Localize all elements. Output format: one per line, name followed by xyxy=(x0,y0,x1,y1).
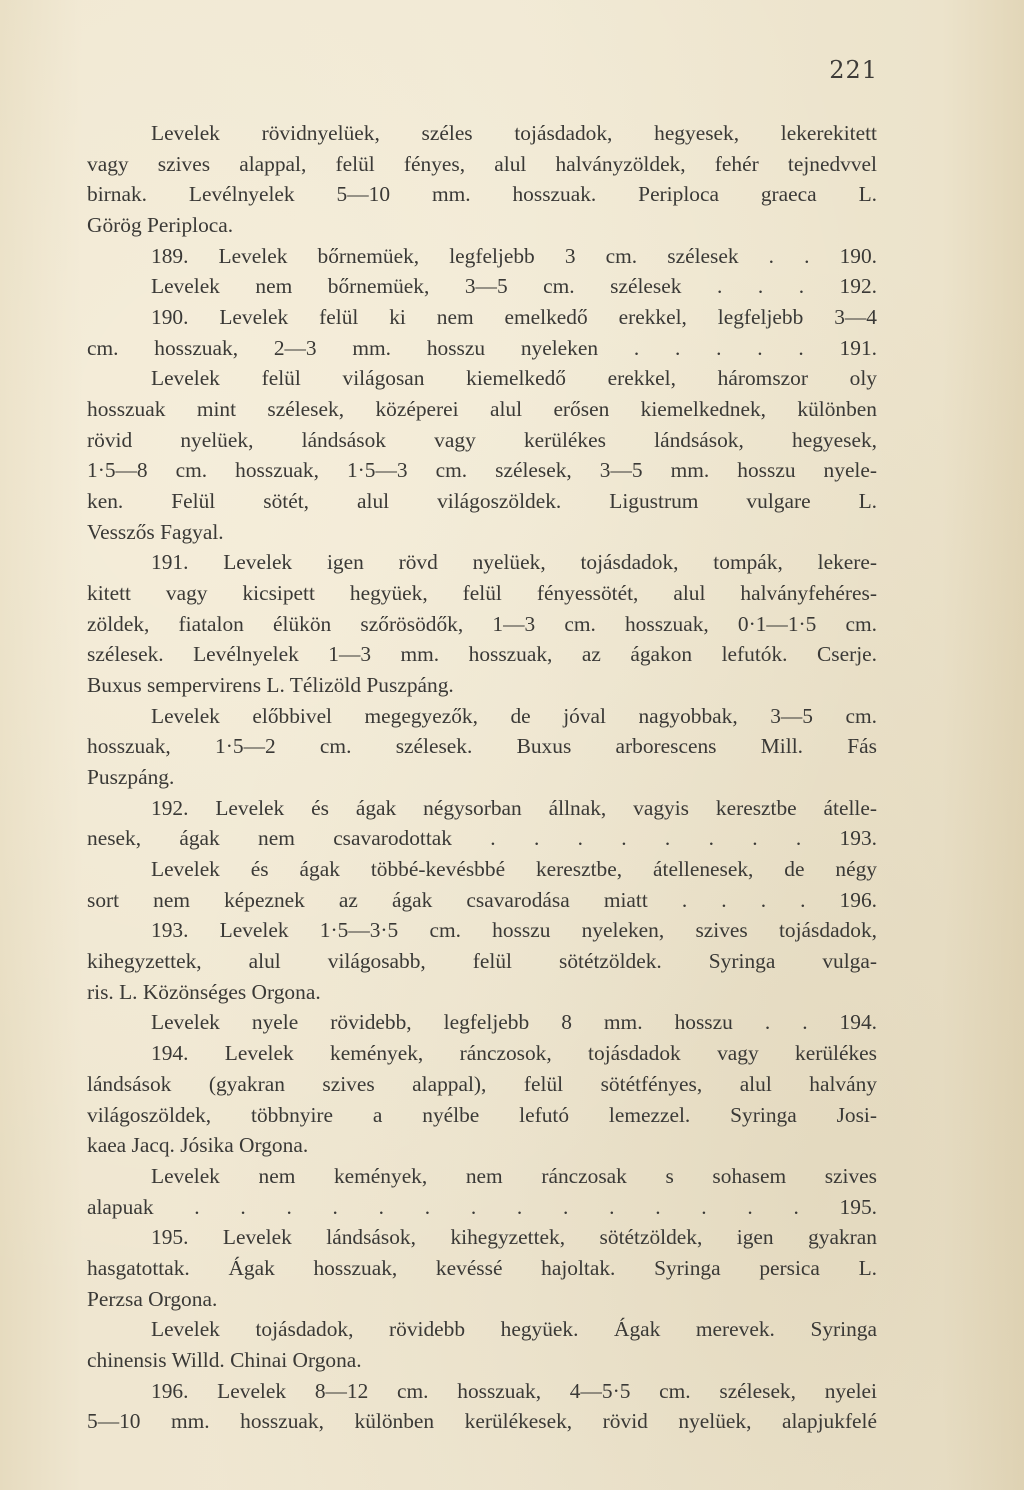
text-line: 190. Levelek felül ki nem emelkedő erekkel, legfeljebb 3—4 xyxy=(151,305,877,330)
text-line: 194. Levelek kemények, ránczosok, tojásdadok vagy kerülékes xyxy=(151,1041,877,1066)
body-text xyxy=(87,118,877,1437)
text-line: hasgatottak. Ágak hosszuak, kevéssé hajoltak. Syringa persica L. xyxy=(87,1255,877,1280)
text-line: 195. Levelek lándsások, kihegyzettek, sötétzöldek, igen gyakran xyxy=(151,1225,877,1250)
text-line: cm. hosszuak, 2—3 mm. hosszu nyeleken . . . . . 191. xyxy=(87,335,877,360)
text-line: vagy szives alappal, felül fényes, alul halványzöldek, fehér tejnedvvel xyxy=(87,151,877,176)
text-line: Levelek rövidnyelüek, széles tojásdadok, hegyesek, lekerekitett xyxy=(151,121,877,145)
text-line: 191. Levelek igen rövd nyelüek, tojásdadok, tompák, lekere- xyxy=(151,550,877,575)
text-line: világoszöldek, többnyire a nyélbe lefutó lemezzel. Syringa Josi- xyxy=(87,1102,877,1127)
text-line: hosszuak, 1·5—2 cm. szélesek. Buxus arborescens Mill. Fás xyxy=(87,734,877,759)
text-line: Vesszős Fagyal. xyxy=(87,519,224,544)
text-line: nesek, ágak nem csavarodottak . . . . . . . . 193. xyxy=(87,826,877,851)
text-line: Levelek tojásdadok, rövidebb hegyüek. Ágak merevek. Syringa xyxy=(151,1317,877,1342)
text-line: lándsások (gyakran szives alappal), felül sötétfényes, alul halvány xyxy=(87,1071,877,1096)
text-line: 189. Levelek bőrnemüek, legfeljebb 3 cm. szélesek . . 190. xyxy=(151,243,877,268)
text-line: 193. Levelek 1·5—3·5 cm. hosszu nyeleken, szives tojásdadok, xyxy=(151,918,877,943)
text-line: rövid nyelüek, lándsások vagy kerülékes lándsások, hegyesek, xyxy=(87,427,877,452)
text-line: 1·5—8 cm. hosszuak, 1·5—3 cm. szélesek, 3—5 mm. hosszu nyele- xyxy=(87,458,877,483)
text-line: Görög Periploca. xyxy=(87,213,234,238)
text-line: chinensis Willd. Chinai Orgona. xyxy=(87,1347,362,1372)
text-line: szélesek. Levélnyelek 1—3 mm. hosszuak, az ágakon lefutók. Cserje. xyxy=(87,642,877,667)
text-line: alapuak . . . . . . . . . . . . . . 195. xyxy=(87,1194,877,1219)
text-line: kitett vagy kicsipett hegyüek, felül fényessötét, alul halványfehéres- xyxy=(87,581,877,606)
page-number: 221 xyxy=(829,56,878,84)
text-line: 196. Levelek 8—12 cm. hosszuak, 4—5·5 cm. szélesek, nyelei xyxy=(151,1378,877,1403)
text-line: kihegyzettek, alul világosabb, felül sötétzöldek. Syringa vulga- xyxy=(87,949,877,974)
text-line: Levelek előbbivel megegyezők, de jóval nagyobbak, 3—5 cm. xyxy=(151,703,877,728)
text-line: hosszuak mint szélesek, középerei alul erősen kiemelkednek, különben xyxy=(87,397,877,422)
text-line: Perzsa Orgona. xyxy=(87,1286,218,1311)
text-line: zöldek, fiatalon élükön szőrösödők, 1—3 cm. hosszuak, 0·1—1·5 cm. xyxy=(87,611,877,636)
text-line: ken. Felül sötét, alul világoszöldek. Ligustrum vulgare L. xyxy=(87,489,877,514)
text-line: 5—10 mm. hosszuak, különben kerülékesek, rövid nyelüek, alapjukfelé xyxy=(87,1409,877,1434)
text-line: Levelek nem bőrnemüek, 3—5 cm. szélesek . . . 192. xyxy=(151,274,877,299)
text-line: 192. Levelek és ágak négysorban állnak, vagyis keresztbe átelle- xyxy=(151,795,877,820)
text-line: Levelek nyele rövidebb, legfeljebb 8 mm. hosszu . . 194. xyxy=(151,1010,877,1035)
text-line: ris. L. Közönséges Orgona. xyxy=(87,979,321,1004)
text-line: birnak. Levélnyelek 5—10 mm. hosszuak. Periploca graeca L. xyxy=(87,182,877,207)
text-line: Levelek és ágak többé-kevésbbé keresztbe, átellenesek, de négy xyxy=(151,857,877,882)
text-line: sort nem képeznek az ágak csavarodása miatt . . . . 196. xyxy=(87,887,877,912)
text-line: kaea Jacq. Jósika Orgona. xyxy=(87,1133,309,1158)
text-line: Buxus sempervirens L. Télizöld Puszpáng. xyxy=(87,673,454,698)
text-line: Puszpáng. xyxy=(87,765,175,790)
text-line: Levelek felül világosan kiemelkedő erekkel, háromszor oly xyxy=(151,366,877,391)
text-line: Levelek nem kemények, nem ránczosak s sohasem szives xyxy=(151,1163,877,1188)
